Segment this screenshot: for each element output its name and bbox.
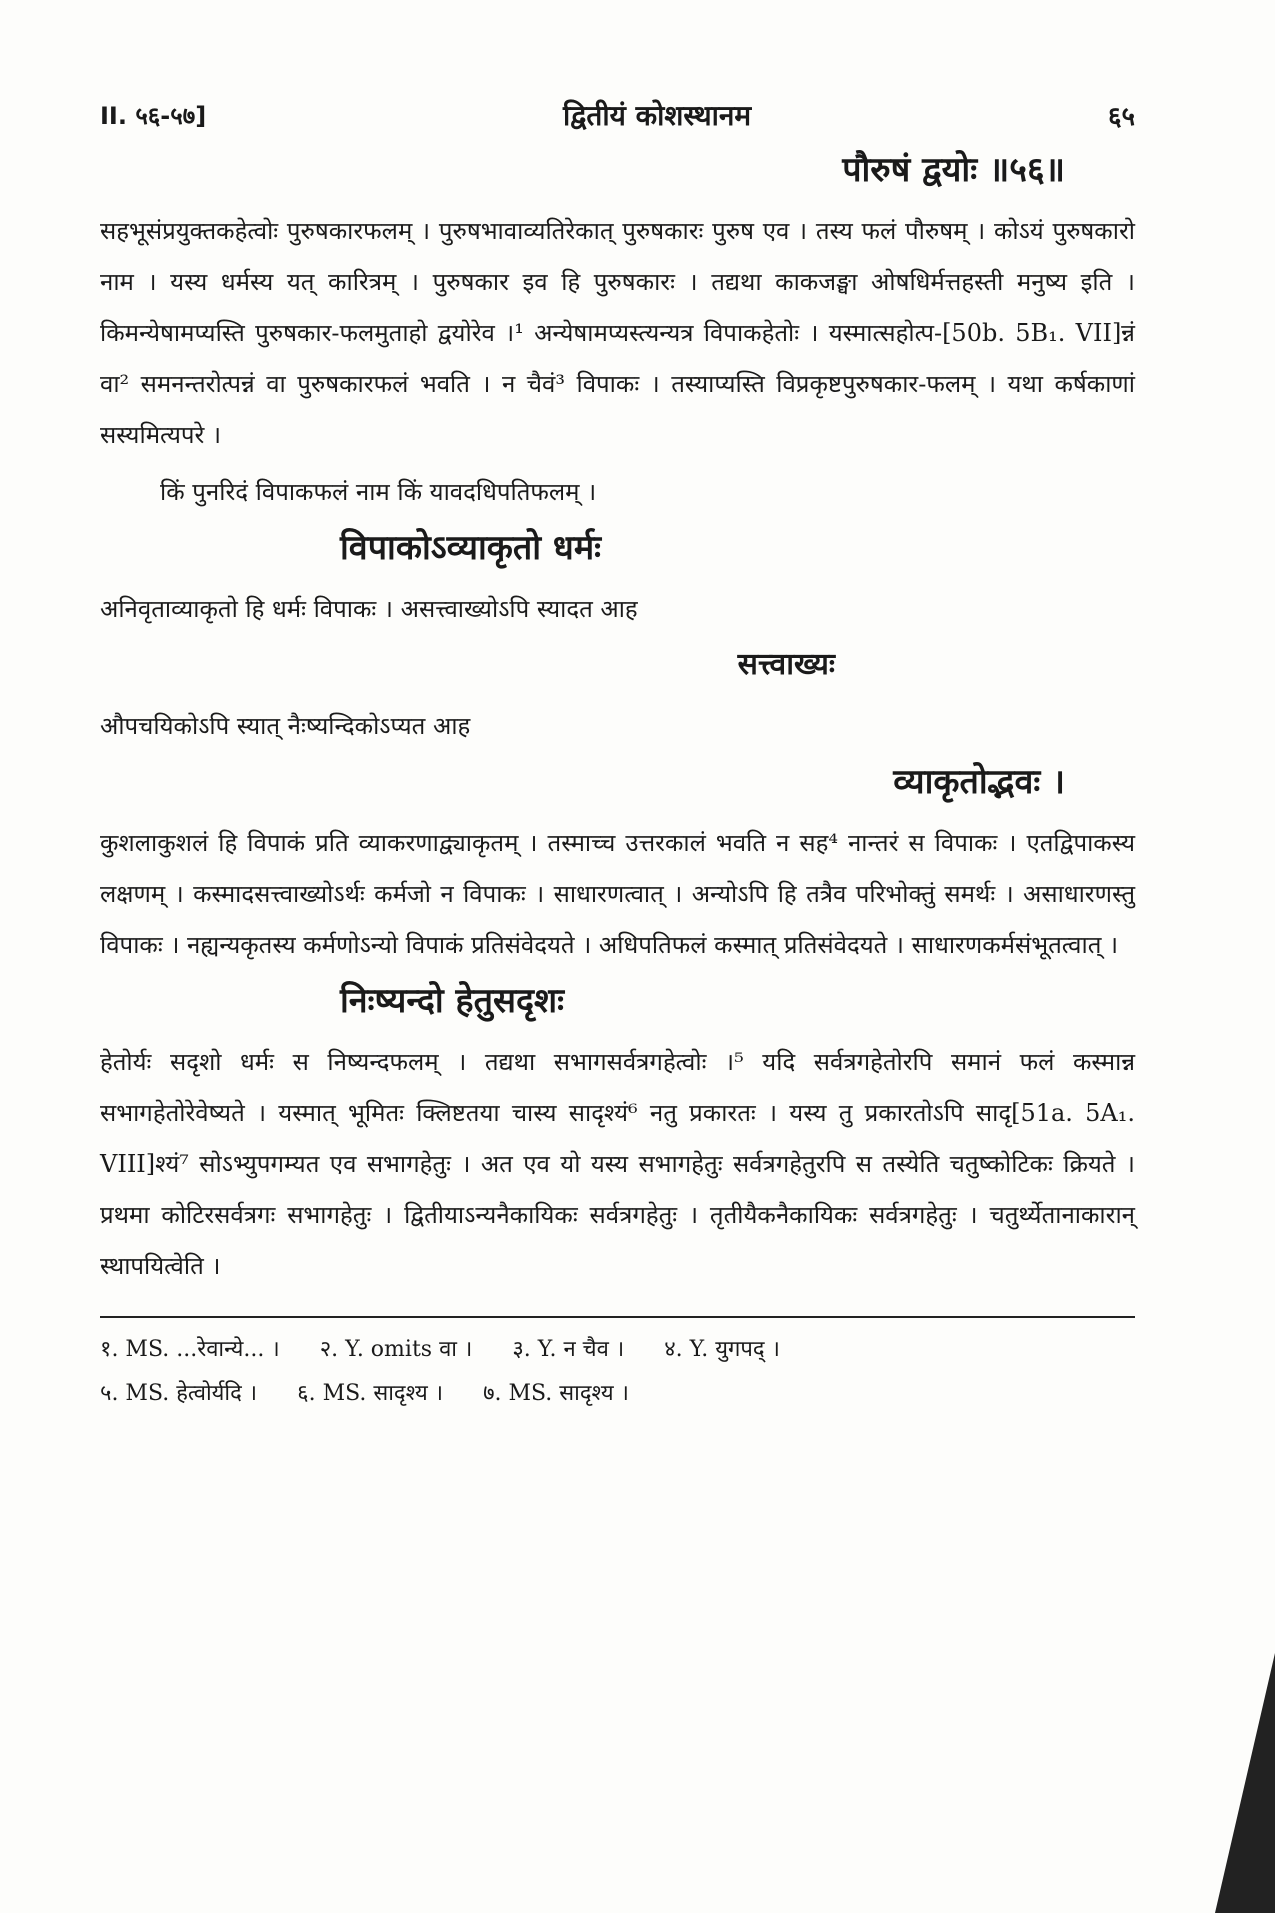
commentary-paragraph: कुशलाकुशलं हि विपाकं प्रति व्याकरणाद्व्याकृतम् । तस्माच्च उत्तरकालं भवति न सह⁴ नान्तरं स विपाकः । एतद्विपाकस्य लक्षणम् । कस्मादसत्त्वाख्योऽर्थः कर्मजो न विपाकः । साधारणत्वात् । अन्योऽपि हि तत्रैव परिभोक्तुं समर्थः । असाधारणस्तु विपाकः । नह्यन्यकृतस्य कर्मणोऽन्यो विपाकं प्रतिसंवेदयते । अधिपतिफलं कस्मात् प्रतिसंवेदयते । साधारणकर्मसंभूतत्वात् । xyxy=(100,829,1135,959)
commentary-paragraph: औपचयिकोऽपि स्यात् नैःष्यन्दिकोऽप्यत आह xyxy=(100,712,471,740)
footnote: ७. MS. सादृश्य । xyxy=(483,1381,629,1406)
running-title: द्वितीयं कोशस्थानम xyxy=(563,99,752,132)
commentary-paragraph: हेतोर्यः सदृशो धर्मः स निष्यन्दफलम् । तद्यथा सभागसर्वत्रगहेत्वोः ।⁵ यदि सर्वत्रगहेतोरपि समानं फलं कस्मान्न सभागहेतोरेवेष्यते । यस्मात् भूमितः क्लिष्टतया चास्य सादृश्यं⁶ नतु प्रकारतः । यस्य तु प्रकारतोऽपि सादृ[51a. 5A₁. VIII]श्यं⁷ सोऽभ्युपगम्यत एव सभागहेतुः । अत एव यो यस्य सभागहेतुः सर्वत्रगहेतुरपि स तस्येति चतुष्कोटिकः क्रियते । प्रथमा कोटिरसर्वत्रगः सभागहेतुः । द्वितीयाऽन्यनैकायिकः सर्वत्रगहेतुः । तृतीयैकनैकायिकः सर्वत्रगहेतुः । चतुर्थ्येतानाकारान् स्थापयित्वेति । xyxy=(100,1048,1135,1280)
commentary-paragraph: अनिवृताव्याकृतो हि धर्मः विपाकः । असत्त्वाख्योऽपि स्यादत आह xyxy=(100,595,638,623)
section-reference: II. ५६-५७] xyxy=(100,101,207,130)
page xyxy=(100,90,1135,1416)
commentary-paragraph: सहभूसंप्रयुक्तकहेत्वोः पुरुषकारफलम् । पुरुषभावाव्यतिरेकात् पुरुषकारः पुरुष एव । तस्य फलं पौरुषम् । कोऽयं पुरुषकारो नाम । यस्य धर्मस्य यत् कारित्रम् । पुरुषकार इव हि पुरुषकारः । तद्यथा काकजङ्घा ओषधिर्मत्तहस्ती मनुष्य इति । किमन्येषामप्यस्ति पुरुषकार-फलमुताहो द्वयोरेव ।¹ अन्येषामप्यस्त्यन्यत्र विपाकहेतोः । यस्मात्सहोत्प-[50b. 5B₁. VII]न्नं वा² समनन्तरोत्पन्नं वा पुरुषकारफलं भवति । न चैवं³ विपाकः । तस्याप्यस्ति विप्रकृष्टपुरुषकार-फलम् । यथा कर्षकाणां सस्यमित्यपरे । xyxy=(100,217,1135,449)
footnote: ४. Y. युगपद् । xyxy=(664,1337,780,1362)
verse-heading: व्याकृतोद्भवः । xyxy=(893,762,1065,802)
verse-heading: सत्त्वाख्यः xyxy=(737,647,835,682)
verse-heading: विपाकोऽव्याकृतो धर्मः xyxy=(340,528,602,568)
footnote: १. MS. ...रेवान्ये... । xyxy=(100,1337,280,1362)
footnote-divider xyxy=(100,1316,1135,1318)
verse-heading: पौरुषं द्वयोः ॥५६॥ xyxy=(842,150,1065,190)
footnotes-row xyxy=(100,1328,1135,1372)
verse-heading: निःष्यन्दो हेतुसदृशः xyxy=(340,981,564,1021)
commentary-paragraph: किं पुनरिदं विपाकफलं नाम किं यावदधिपतिफलम् । xyxy=(160,478,597,506)
scan-shadow xyxy=(1215,1653,1275,1913)
footnote: २. Y. omits वा । xyxy=(319,1337,473,1362)
footnote: ५. MS. हेत्वोर्यदि । xyxy=(100,1381,258,1406)
footnote: ६. MS. सादृश्य । xyxy=(297,1381,444,1406)
footnotes-row xyxy=(100,1372,1135,1416)
footnote: ३. Y. न चैव । xyxy=(512,1337,625,1362)
page-number: ६५ xyxy=(1107,102,1135,132)
running-header xyxy=(100,90,1135,140)
